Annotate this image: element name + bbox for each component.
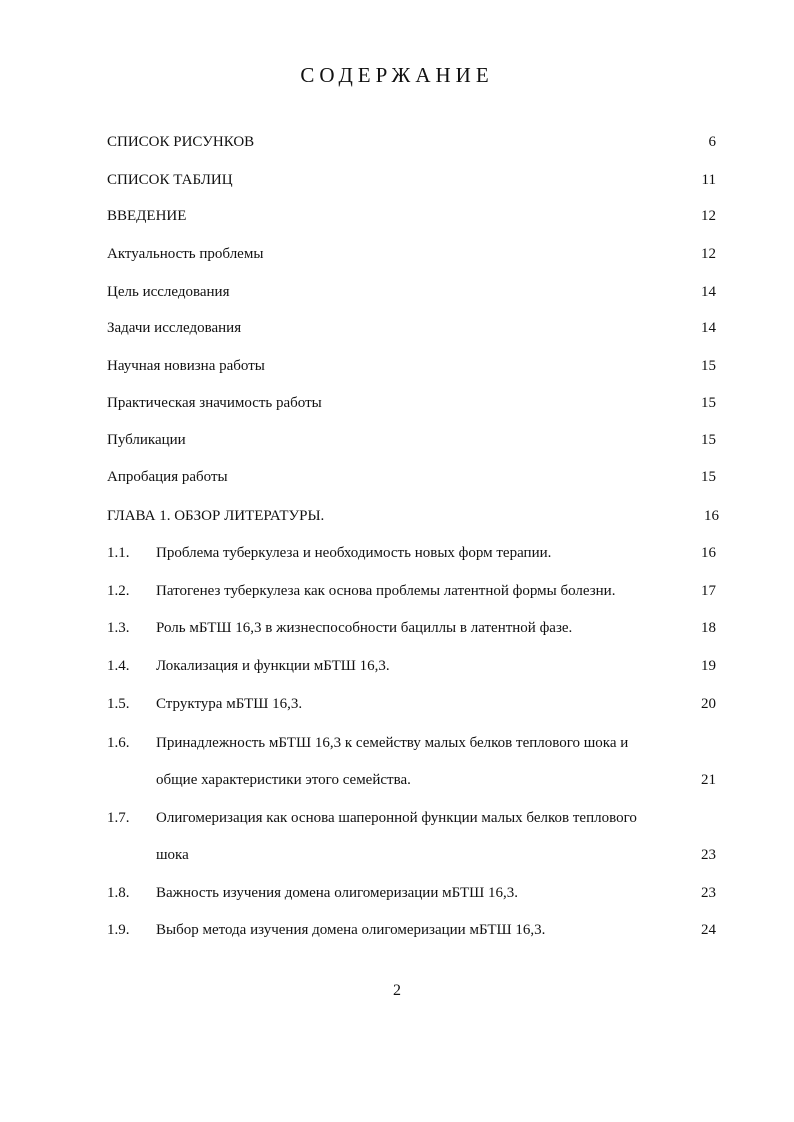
toc-section[interactable] — [156, 656, 716, 676]
toc-section[interactable] — [156, 883, 716, 903]
toc-section-label: Локализация и функции мБТШ 16,3. — [156, 658, 390, 674]
toc-section-page: 19 — [701, 658, 716, 674]
section-number: 1.9. — [107, 922, 130, 938]
toc-entry-page: 14 — [701, 320, 716, 336]
toc-section-label-line1: Олигомеризация как основа шаперонной функции малых белков теплового — [156, 810, 637, 826]
toc-entry[interactable] — [107, 318, 716, 338]
toc-section-page: 21 — [701, 772, 716, 788]
toc-entry-label: СПИСОК ТАБЛИЦ — [107, 172, 233, 188]
toc-entry-label: Научная новизна работы — [107, 358, 265, 374]
toc-section-label-line1: Принадлежность мБТШ 16,3 к семейству малых белков теплового шока и — [156, 735, 629, 751]
toc-section-page: 18 — [701, 620, 716, 636]
section-number: 1.8. — [107, 885, 130, 901]
page-title: СОДЕРЖАНИЕ — [300, 63, 494, 87]
toc-section-label: общие характеристики этого семейства. — [156, 772, 411, 788]
section-number: 1.7. — [107, 810, 130, 826]
toc-entry[interactable] — [107, 170, 716, 190]
toc-entry-label: Апробация работы — [107, 469, 228, 485]
toc-entry-page: 14 — [701, 284, 716, 300]
toc-entry-label: Публикации — [107, 432, 186, 448]
toc-section[interactable] — [156, 845, 716, 865]
toc-section-label: Структура мБТШ 16,3. — [156, 696, 303, 712]
toc-section-page: 23 — [701, 847, 716, 863]
section-number: 1.5. — [107, 696, 130, 712]
toc-entry-page: 12 — [701, 246, 716, 262]
toc-section[interactable] — [156, 618, 716, 638]
toc-entry-page: 11 — [701, 172, 716, 188]
toc-section-page: 24 — [701, 922, 716, 938]
toc-section[interactable] — [156, 770, 716, 790]
toc-entry-page: 15 — [701, 395, 716, 411]
section-number: 1.3. — [107, 620, 130, 636]
toc-section-label: Роль мБТШ 16,3 в жизнеспособности бациллы в латентной фазе. — [156, 620, 573, 636]
toc-section-label: Выбор метода изучения домена олигомеризации мБТШ 16,3. — [156, 922, 546, 938]
toc-entry-label: Актуальность проблемы — [107, 246, 264, 262]
toc-section-page: 20 — [701, 696, 716, 712]
toc-section[interactable] — [156, 694, 716, 714]
toc-entry-label: Практическая значимость работы — [107, 395, 322, 411]
section-number: 1.4. — [107, 658, 130, 674]
toc-entry-page: 15 — [701, 358, 716, 374]
toc-entry[interactable] — [107, 430, 716, 450]
toc-entry-label: ГЛАВА 1. ОБЗОР ЛИТЕРАТУРЫ. — [107, 508, 325, 524]
section-number: 1.1. — [107, 545, 130, 561]
toc-entry-page: 15 — [701, 469, 716, 485]
toc-entry-label: Цель исследования — [107, 284, 230, 300]
toc-entry[interactable] — [107, 282, 716, 302]
toc-entry[interactable] — [107, 467, 716, 487]
toc-entry-label: ВВЕДЕНИЕ — [107, 208, 187, 224]
toc-section[interactable] — [156, 543, 716, 563]
toc-entry-page: 12 — [701, 208, 716, 224]
toc-entry[interactable] — [107, 506, 719, 526]
toc-section-label: шока — [156, 847, 189, 863]
toc-section-page: 16 — [701, 545, 716, 561]
toc-entry-page: 15 — [701, 432, 716, 448]
section-number: 1.2. — [107, 583, 130, 599]
toc-section-page: 17 — [701, 583, 716, 599]
toc-section-label: Патогенез туберкулеза как основа проблемы латентной формы болезни. — [156, 583, 616, 599]
toc-entry[interactable] — [107, 393, 716, 413]
toc-entry-page: 6 — [708, 134, 716, 150]
toc-section[interactable] — [156, 920, 716, 940]
toc-section-label: Проблема туберкулеза и необходимость новых форм терапии. — [156, 545, 552, 561]
toc-entry[interactable] — [107, 132, 716, 152]
toc-entry-label: СПИСОК РИСУНКОВ — [107, 134, 255, 150]
toc-section-label: Важность изучения домена олигомеризации мБТШ 16,3. — [156, 885, 519, 901]
section-number: 1.6. — [107, 735, 130, 751]
toc-entry[interactable] — [107, 356, 716, 376]
toc-entry-page: 16 — [704, 508, 719, 524]
toc-section-page: 23 — [701, 885, 716, 901]
toc-section[interactable] — [156, 581, 716, 601]
toc-entry-label: Задачи исследования — [107, 320, 242, 336]
toc-entry[interactable] — [107, 244, 716, 264]
toc-entry[interactable] — [107, 206, 716, 226]
page-number: 2 — [393, 982, 401, 999]
